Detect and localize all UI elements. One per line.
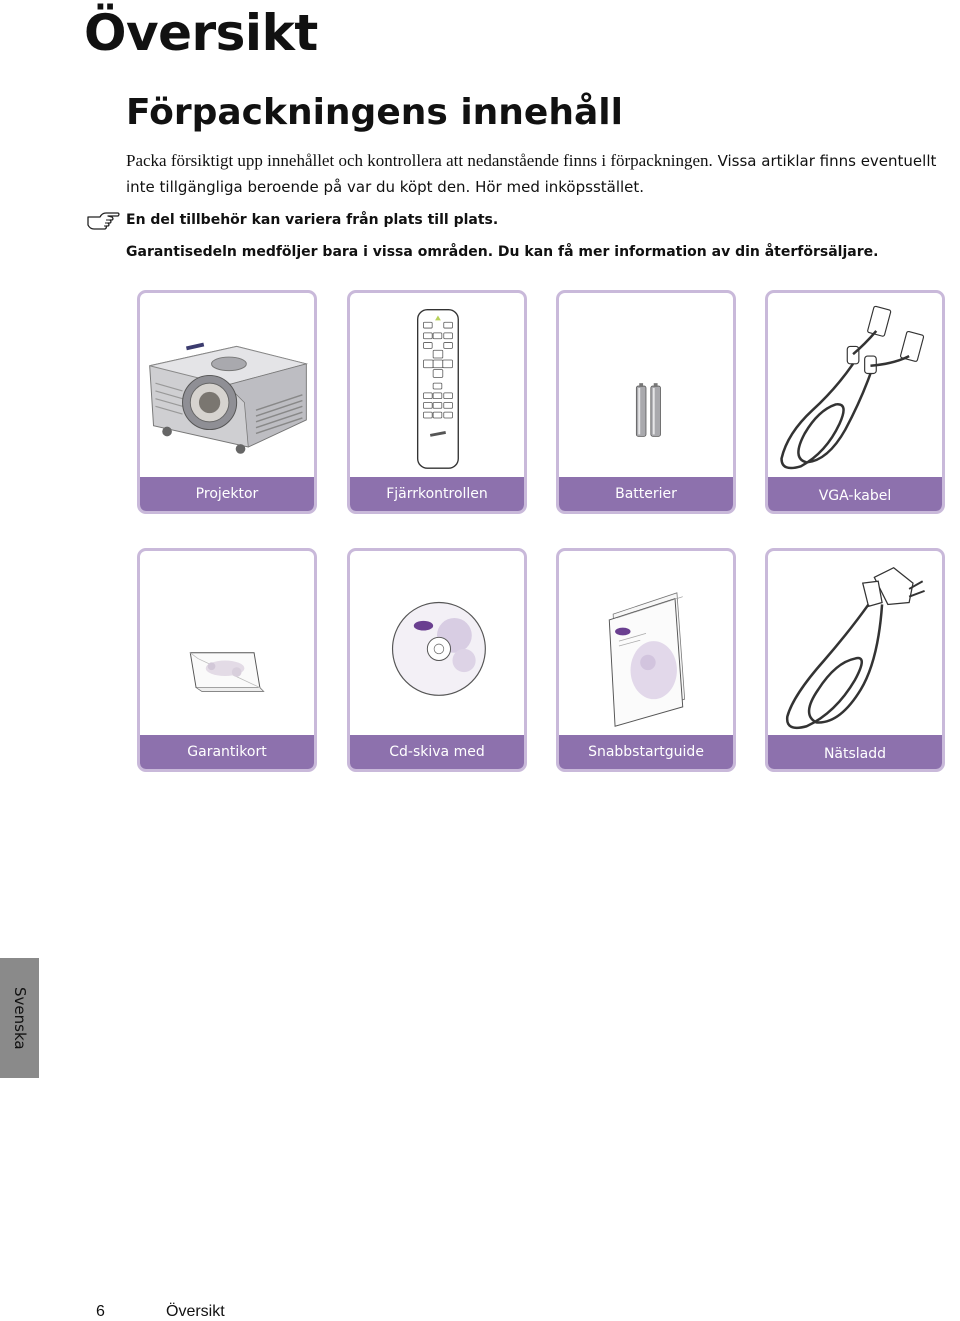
note-warranty: Garantisedeln medföljer bara i vissa områden. Du kan få mer information av din återförsäljare.: [126, 244, 879, 260]
item-card-cd: [347, 548, 527, 772]
intro-text-1: Packa försiktigt upp innehållet och kontrollera att nedanstående finns i förpackningen.: [126, 151, 713, 170]
intro-text-2: Vissa artiklar finns eventuellt inte tillgängliga beroende på var du köpt den. Hör med inköpsstället.: [126, 152, 937, 196]
vga-cable-image: [768, 293, 942, 483]
item-label: Garantikort: [140, 735, 314, 769]
item-label: Fjärrkontrollen: [350, 477, 524, 511]
cd-disc-image: [350, 551, 524, 741]
item-label: Cd-skiva med: [350, 735, 524, 769]
chapter-title: Översikt: [84, 4, 318, 62]
item-label: Snabbstartguide: [559, 735, 733, 769]
item-card-remote-control: [347, 290, 527, 514]
section-title: Förpackningens innehåll: [126, 92, 623, 133]
item-label: Batterier: [559, 477, 733, 511]
item-card-projector: [137, 290, 317, 514]
item-card-batteries: [556, 290, 736, 514]
item-card-warranty-card: [137, 548, 317, 772]
item-card-power-cord: [765, 548, 945, 772]
item-card-vga-cable: [765, 290, 945, 514]
note-accessories: En del tillbehör kan variera från plats till plats.: [126, 212, 499, 228]
item-card-quick-start-guide: [556, 548, 736, 772]
item-label: Projektor: [140, 477, 314, 511]
language-side-tab: [0, 958, 39, 1078]
footer-section-name: Översikt: [166, 1303, 225, 1320]
remote-control-image: [350, 293, 524, 483]
pointing-hand-icon: [86, 209, 120, 231]
power-cord-image: [768, 551, 942, 741]
quick-start-guide-image: [559, 551, 733, 741]
batteries-image: [559, 293, 733, 483]
item-label: Nätsladd: [768, 735, 942, 769]
item-label: VGA-kabel: [768, 477, 942, 511]
intro-paragraph: [126, 148, 960, 200]
warranty-card-image: [140, 551, 314, 741]
projector-image: [140, 293, 314, 483]
page-number: 6: [96, 1303, 105, 1320]
language-tab-label: Svenska: [11, 986, 29, 1050]
